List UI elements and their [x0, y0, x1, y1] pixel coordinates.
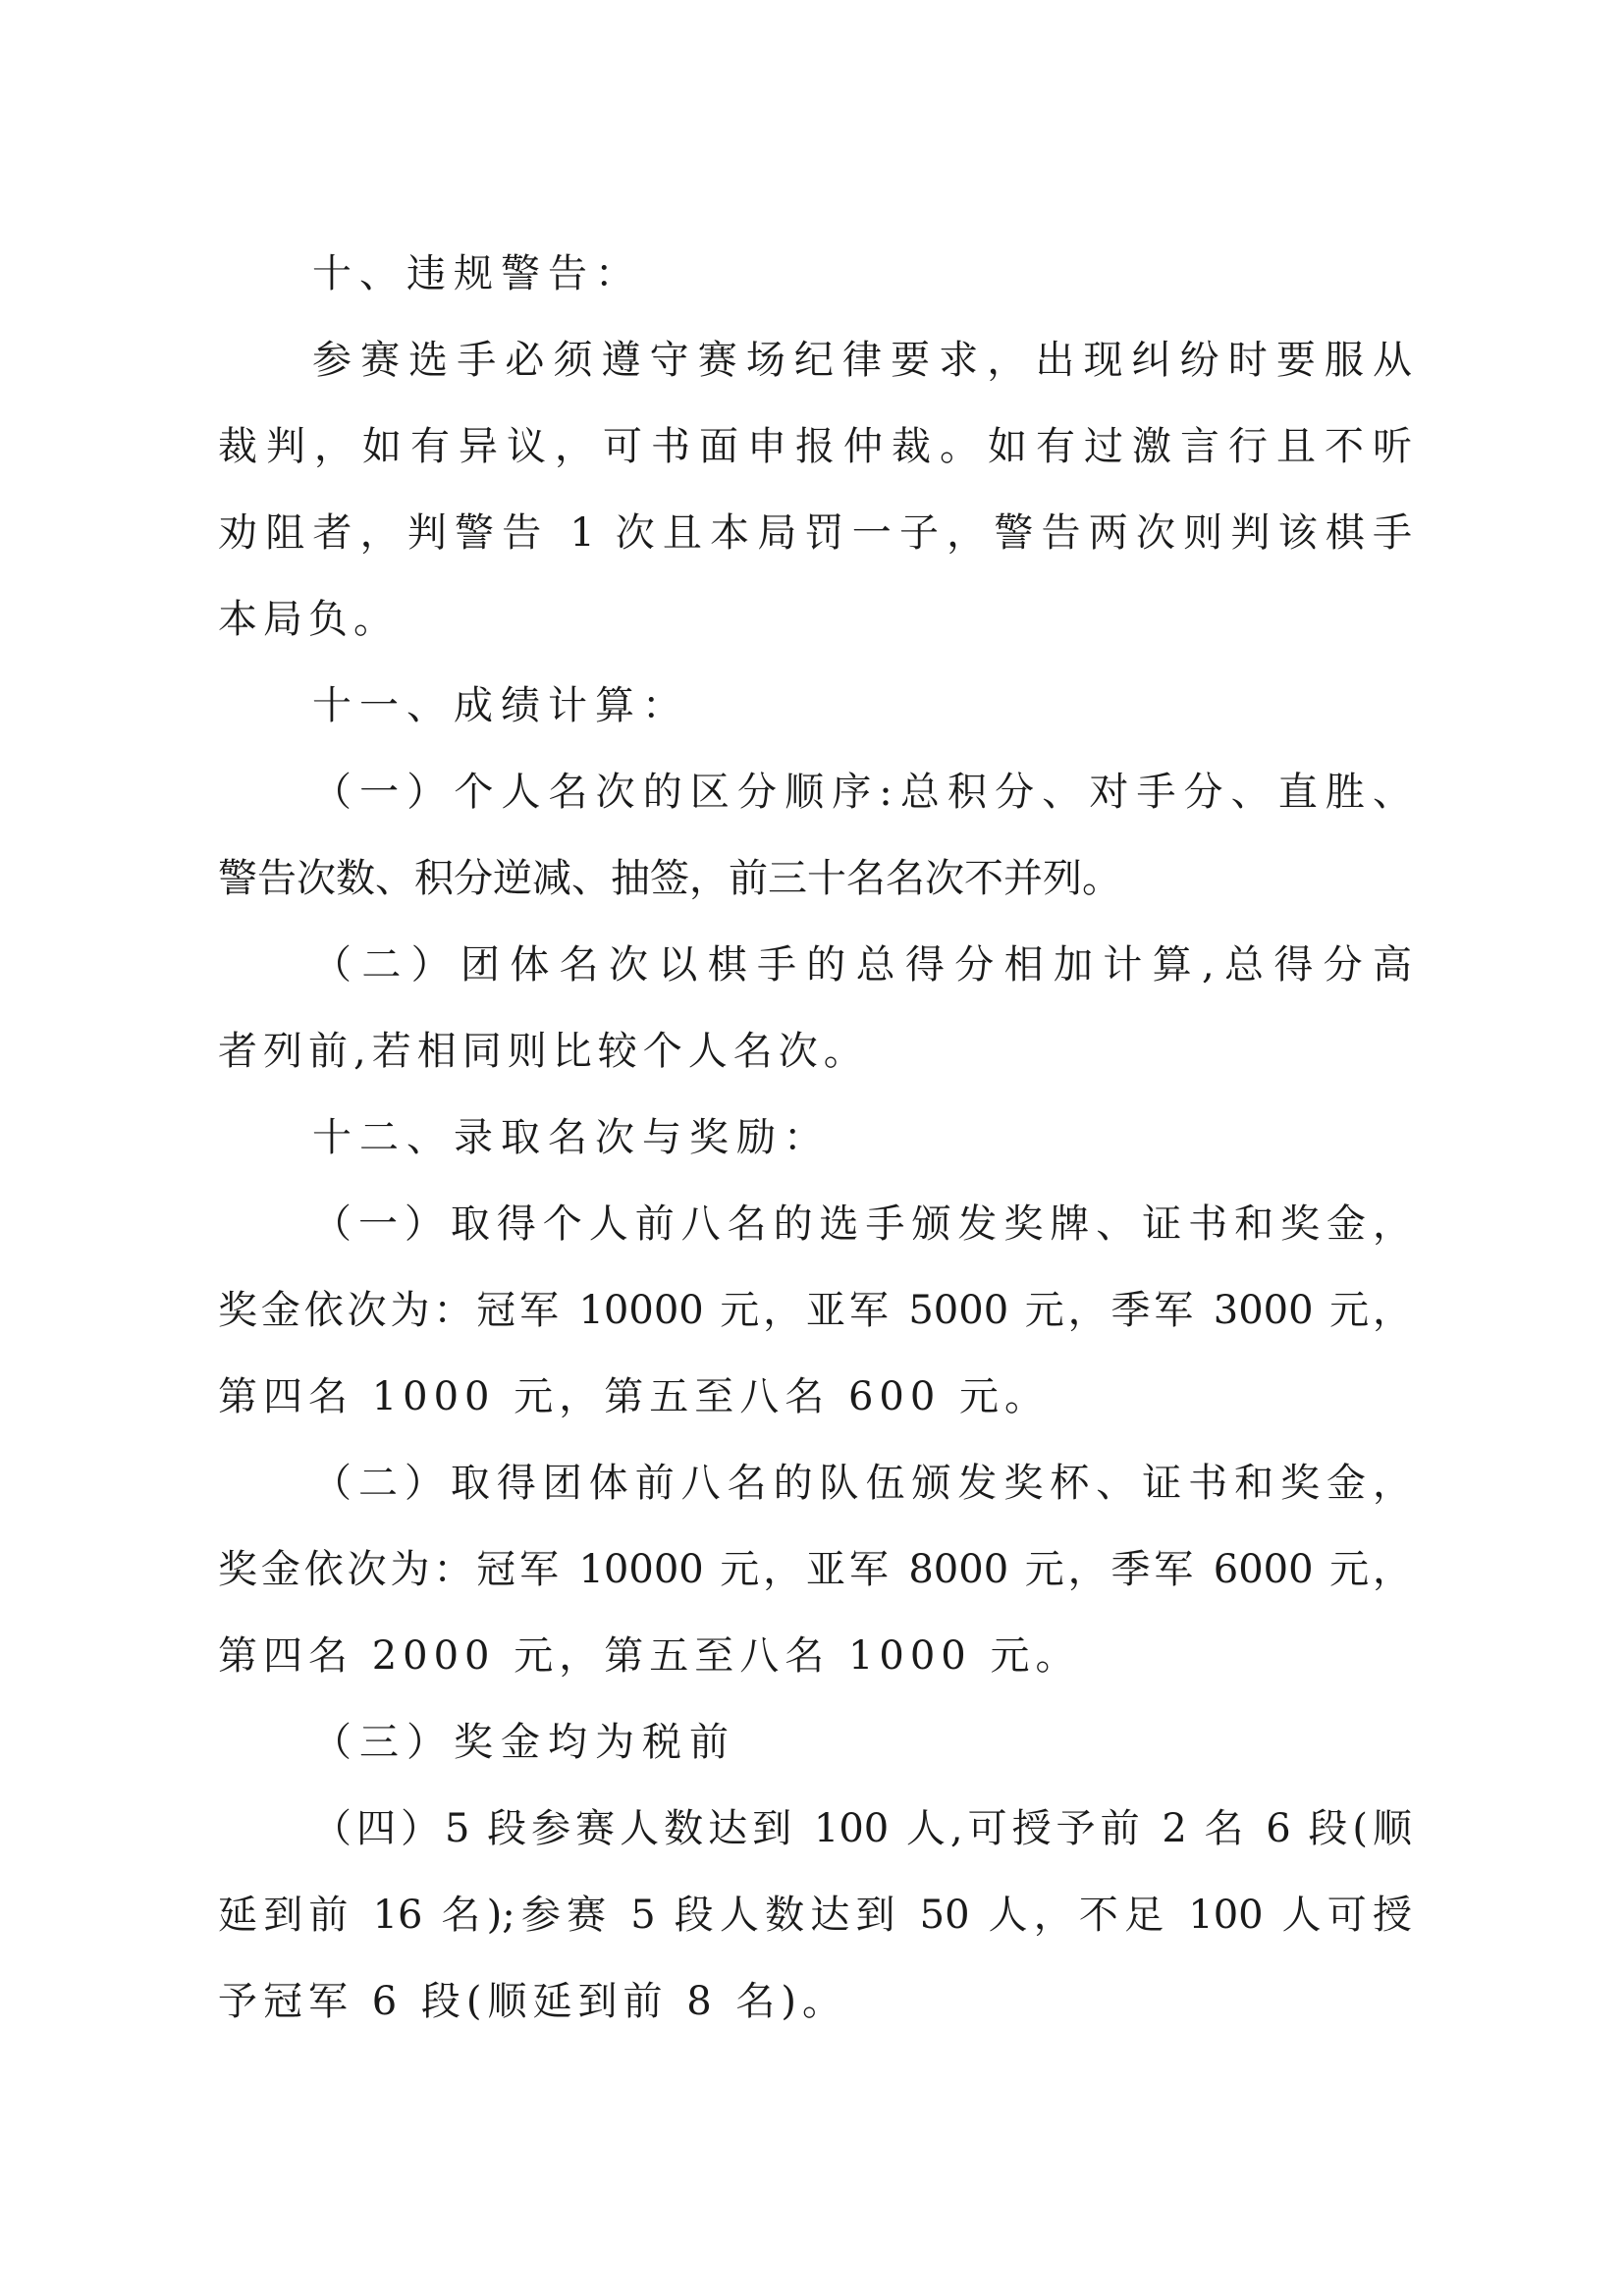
section-heading-10: 十、违规警告： [312, 251, 642, 296]
section-heading-12: 十二、录取名次与奖励： [312, 1115, 831, 1160]
paragraph-line: 劝阻者，判警告 1 次且本局罚一子，警告两次则判该棋手 [218, 510, 1412, 556]
paragraph-line: 奖金依次为：冠军 10000 元，亚军 5000 元，季军 3000 元， [218, 1288, 1412, 1333]
paragraph-line: （一）个人名次的区分顺序:总积分、对手分、直胜、 [312, 770, 1412, 815]
paragraph-line: （二）取得团体前八名的队伍颁发奖杯、证书和奖金， [312, 1461, 1412, 1506]
paragraph-line: （二）团体名次以棋手的总得分相加计算,总得分高 [312, 942, 1412, 988]
paragraph-line: 第四名 2000 元，第五至八名 1000 元。 [218, 1633, 1081, 1679]
paragraph-line: （三）奖金均为税前 [312, 1720, 736, 1765]
paragraph-line: 裁判，如有异议，可书面申报仲裁。如有过激言行且不听 [218, 424, 1412, 469]
paragraph-line: 延到前 16 名);参赛 5 段人数达到 50 人，不足 100 人可授 [218, 1893, 1412, 1938]
paragraph-line: 者列前,若相同则比较个人名次。 [218, 1029, 869, 1074]
paragraph-line: 警告次数、积分逆减、抽签，前三十名名次不并列。 [218, 856, 1121, 901]
paragraph-line: 本局负。 [218, 597, 399, 642]
paragraph-line: （四）5 段参赛人数达到 100 人,可授予前 2 名 6 段(顺 [312, 1806, 1412, 1851]
paragraph-line: 奖金依次为：冠军 10000 元，亚军 8000 元，季军 6000 元， [218, 1547, 1412, 1592]
paragraph-line: 予冠军 6 段(顺延到前 8 名)。 [218, 1979, 847, 2024]
paragraph-line: 第四名 1000 元，第五至八名 600 元。 [218, 1374, 1051, 1419]
paragraph-line: （一）取得个人前八名的选手颁发奖牌、证书和奖金， [312, 1201, 1412, 1247]
section-heading-11: 十一、成绩计算： [312, 683, 689, 728]
paragraph-line: 参赛选手必须遵守赛场纪律要求，出现纠纷时要服从 [312, 338, 1412, 383]
